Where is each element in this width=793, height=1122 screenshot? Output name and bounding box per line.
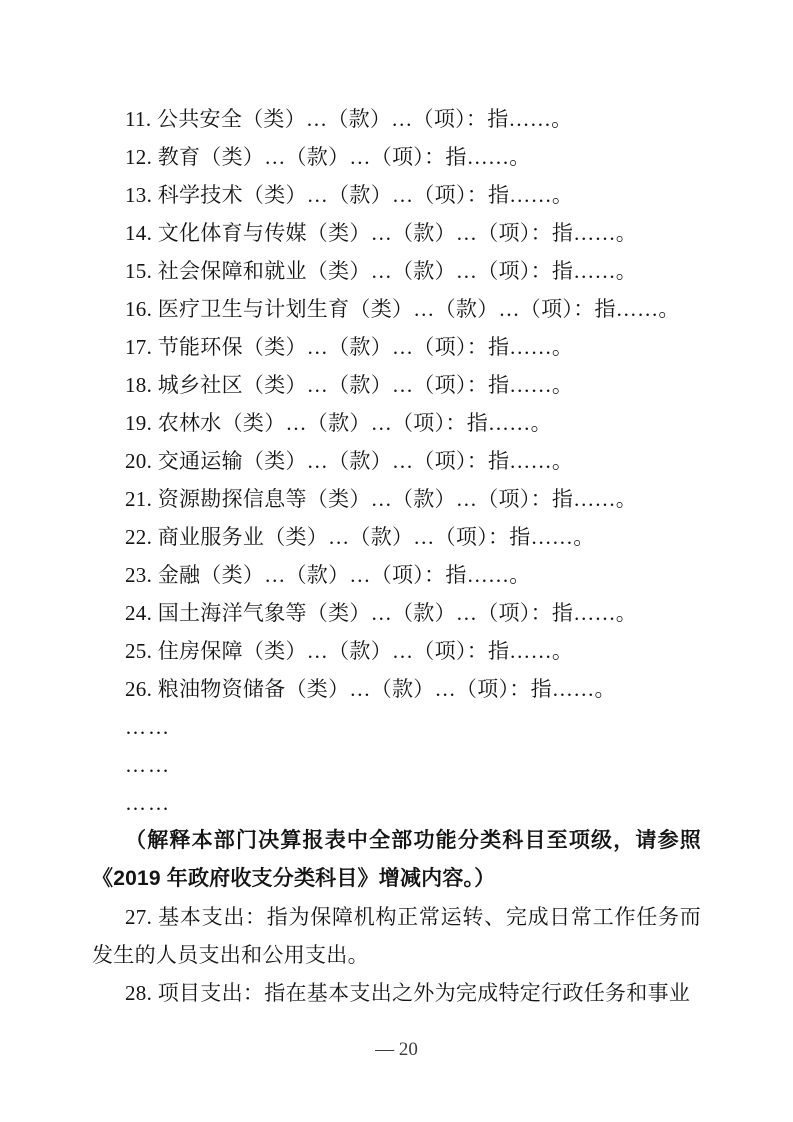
- list-item-23: 23. 金融（类）…（款）…（项）：指……。: [125, 563, 531, 587]
- list-item-20: 20. 交通运输（类）…（款）…（项）：指……。: [125, 449, 574, 473]
- list-item-18: 18. 城乡社区（类）…（款）…（项）：指……。: [125, 373, 574, 397]
- list-item-27: 27. 基本支出：指为保障机构正常运转、完成日常工作任务而发生的人员支出和公用支出。: [92, 905, 701, 967]
- list-item-14: 14. 文化体育与传媒（类）…（款）…（项）：指……。: [125, 221, 638, 245]
- list-item-25: 25. 住房保障（类）…（款）…（项）：指……。: [125, 639, 574, 663]
- list-item-12: 12. 教育（类）…（款）…（项）：指……。: [125, 145, 531, 169]
- ellipsis-line-2: ……: [125, 753, 171, 777]
- ellipsis-line-1: ……: [125, 715, 171, 739]
- list-item-13: 13. 科学技术（类）…（款）…（项）：指……。: [125, 183, 574, 207]
- list-item-19: 19. 农林水（类）…（款）…（项）：指……。: [125, 411, 552, 435]
- page-number: — 20: [375, 1039, 418, 1060]
- list-item-26: 26. 粮油物资储备（类）…（款）…（项）：指……。: [125, 677, 616, 701]
- list-item-28: 28. 项目支出：指在基本支出之外为完成特定行政任务和事业: [125, 981, 691, 1005]
- list-item-24: 24. 国土海洋气象等（类）…（款）…（项）：指……。: [125, 601, 638, 625]
- ellipsis-line-3: ……: [125, 791, 171, 815]
- list-item-22: 22. 商业服务业（类）…（款）…（项）：指……。: [125, 525, 595, 549]
- list-item-17: 17. 节能环保（类）…（款）…（项）：指……。: [125, 335, 574, 359]
- list-item-11: 11. 公共安全（类）…（款）…（项）：指……。: [125, 107, 573, 131]
- list-item-15: 15. 社会保障和就业（类）…（款）…（项）：指……。: [125, 259, 638, 283]
- list-item-16: 16. 医疗卫生与计划生育（类）…（款）…（项）：指……。: [125, 297, 680, 321]
- list-item-21: 21. 资源勘探信息等（类）…（款）…（项）：指……。: [125, 487, 638, 511]
- note-paragraph: （解释本部门决算报表中全部功能分类科目至项级，请参照《2019 年政府收支分类科目》增减内容。）: [92, 829, 701, 890]
